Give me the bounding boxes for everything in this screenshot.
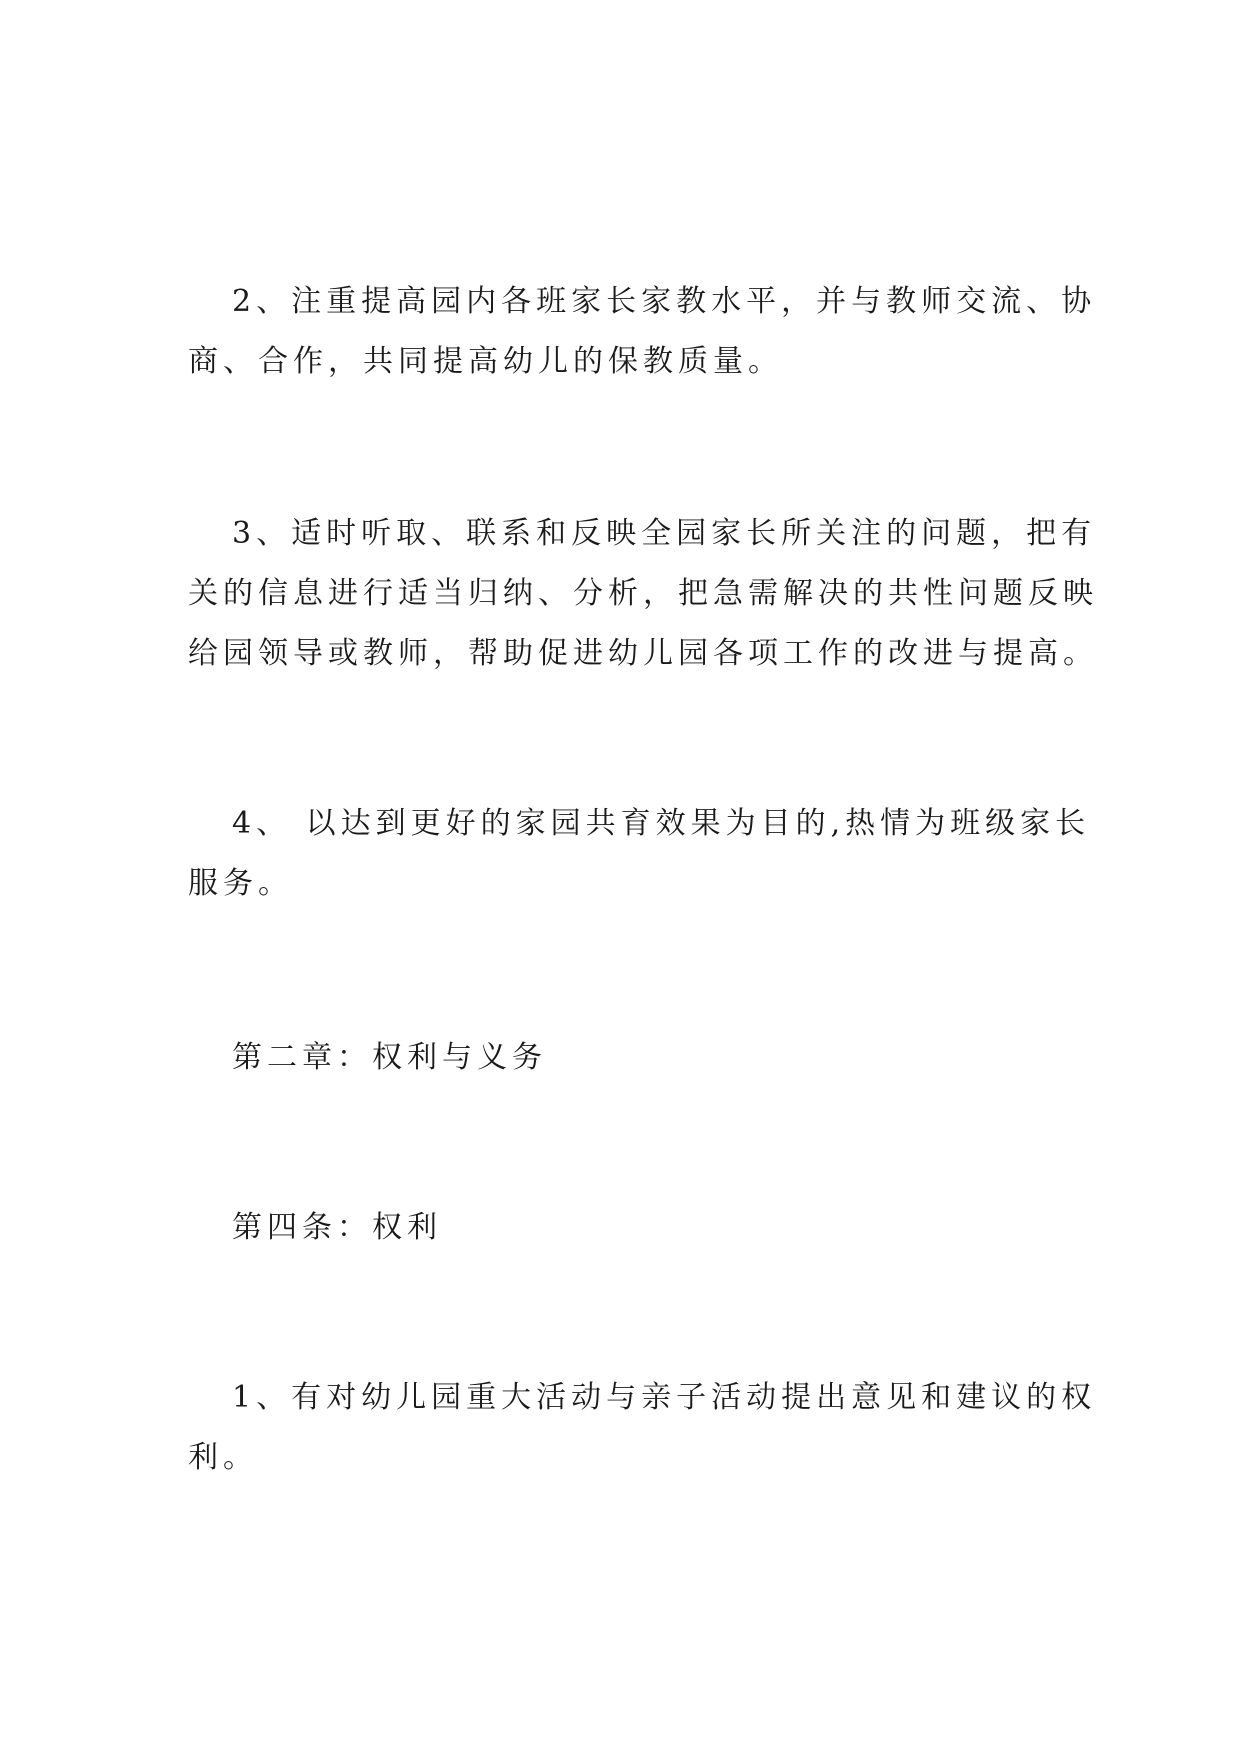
paragraph-line: 2、注重提高园内各班家长家教水平，并与教师交流、协 (232, 284, 1097, 319)
article-heading (188, 1198, 1068, 1258)
paragraph-item-3 (188, 504, 1098, 684)
paragraph-line: 关的信息进行适当归纳、分析，把急需解决的共性问题反映 (188, 576, 1098, 611)
chapter-heading (188, 1028, 1068, 1088)
heading-line: 第二章：权利与义务 (232, 1040, 547, 1075)
paragraph-line: 给园领导或教师，帮助促进幼儿园各项工作的改进与提高。 (188, 636, 1098, 671)
paragraph-line: 商、合作，共同提高幼儿的保教质量。 (188, 344, 783, 379)
paragraph-line: 4、 以达到更好的家园共育效果为目的,热情为班级家长 (232, 806, 1091, 841)
paragraph-line: 服务。 (188, 866, 293, 901)
paragraph-line: 3、适时听取、联系和反映全园家长所关注的问题，把有 (232, 516, 1097, 551)
paragraph-item-2 (188, 272, 1097, 392)
paragraph-item-4 (188, 794, 1091, 914)
paragraph-item-1 (188, 1368, 1097, 1488)
heading-line: 第四条：权利 (232, 1210, 442, 1245)
paragraph-line: 1、有对幼儿园重大活动与亲子活动提出意见和建议的权 (232, 1380, 1097, 1415)
paragraph-line: 利。 (188, 1440, 258, 1475)
